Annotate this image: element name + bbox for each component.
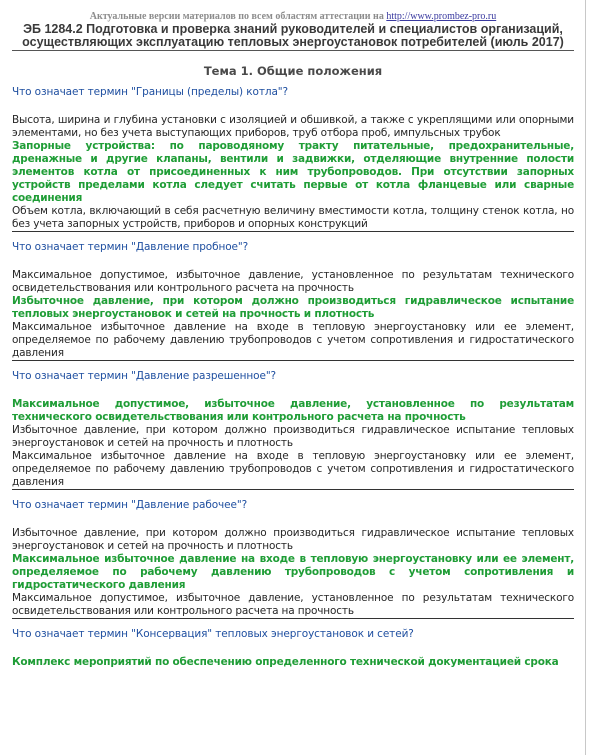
banner-link[interactable]: http://www.prombez-pro.ru xyxy=(386,11,497,22)
correct-answer: Комплекс мероприятий по обеспечению определенного технической документацией срока xyxy=(12,656,559,668)
correct-answer: Запорные устройства: по пароводяному тракту питательные, предохранительные, дренажные и другие клапаны, вентили и задвижки, отделяющие внутренние полости элементов котла от присоединенных к ним трубопроводов. При отсутствии запорных устройств пределами котла следует считать первые от котла фланцевые или сварные соединения xyxy=(12,140,574,204)
answer-option: Избыточное давление, при котором должно производиться гидравлическое испытание тепловых энергоустановок и сетей на прочность и плотность xyxy=(12,527,574,552)
question-block xyxy=(12,369,574,490)
question-text: Что означает термин "Давление разрешенное"? xyxy=(12,370,277,382)
answer-option: Максимальное избыточное давление на входе в тепловую энергоустановку или ее элемент, определяемое по рабочему давлению трубопроводов с учетом сопротивления и гидростатического давления xyxy=(12,450,574,488)
question-block xyxy=(12,85,574,232)
answer-option: Избыточное давление, при котором должно производиться гидравлическое испытание тепловых энергоустановок и сетей на прочность и плотность xyxy=(12,424,574,449)
page-frame-line xyxy=(585,0,586,755)
correct-answer: Избыточное давление, при котором должно производиться гидравлическое испытание тепловых энергоустановок и сетей на прочность и плотность xyxy=(12,295,574,320)
question-text: Что означает термин "Консервация" тепловых энергоустановок и сетей? xyxy=(12,628,414,640)
correct-answer: Максимальное избыточное давление на входе в тепловую энергоустановку или ее элемент, определяемое по рабочему давлению трубопроводов с учетом сопротивления и гидростатического давления xyxy=(12,553,574,591)
correct-answer: Максимальное допустимое, избыточное давление, установленное по результатам технического освидетельствования или контрольного расчета на прочность xyxy=(12,398,574,423)
answer-list xyxy=(12,269,574,361)
answer-list xyxy=(12,656,574,669)
question-text: Что означает термин "Границы (пределы) котла"? xyxy=(12,86,288,98)
question-block xyxy=(12,498,574,619)
answer-option: Объем котла, включающий в себя расчетную величину вместимости котла, толщину стенок котла, но без учета запорных устройств, приборов и опорных конструкций xyxy=(12,205,574,230)
question-block xyxy=(12,240,574,361)
question-list xyxy=(12,85,574,669)
document-title: ЭБ 1284.2 Подготовка и проверка знаний руководителей и специалистов организаций, осуществляющих эксплуатацию тепловых энергоустановок потребителей (июль 2017) xyxy=(12,23,574,51)
answer-list xyxy=(12,527,574,619)
question-block xyxy=(12,627,574,669)
answer-option: Максимальное допустимое, избыточное давление, установленное по результатам технического освидетельствования или контрольного расчета на прочность xyxy=(12,269,574,294)
answer-list xyxy=(12,398,574,490)
banner-text: Актуальные версии материалов по всем областям аттестации на xyxy=(89,11,384,22)
answer-option: Высота, ширина и глубина установки с изоляцией и обшивкой, а также с укреплящими или опорными элементами, но без учета выступающих приборов, труб отбора проб, импульсных трубок xyxy=(12,114,574,139)
answer-option: Максимальное избыточное давление на входе в тепловую энергоустановку или ее элемент, определяемое по рабочему давлению трубопроводов с учетом сопротивления и гидростатического давления xyxy=(12,321,574,359)
question-text: Что означает термин "Давление рабочее"? xyxy=(12,499,248,511)
answer-option: Максимальное допустимое, избыточное давление, установленное по результатам технического освидетельствования или контрольного расчета на прочность xyxy=(12,592,574,617)
question-text: Что означает термин "Давление пробное"? xyxy=(12,241,249,253)
document-page xyxy=(12,0,574,669)
answer-list xyxy=(12,114,574,232)
topic-title: Тема 1. Общие положения xyxy=(203,64,383,78)
